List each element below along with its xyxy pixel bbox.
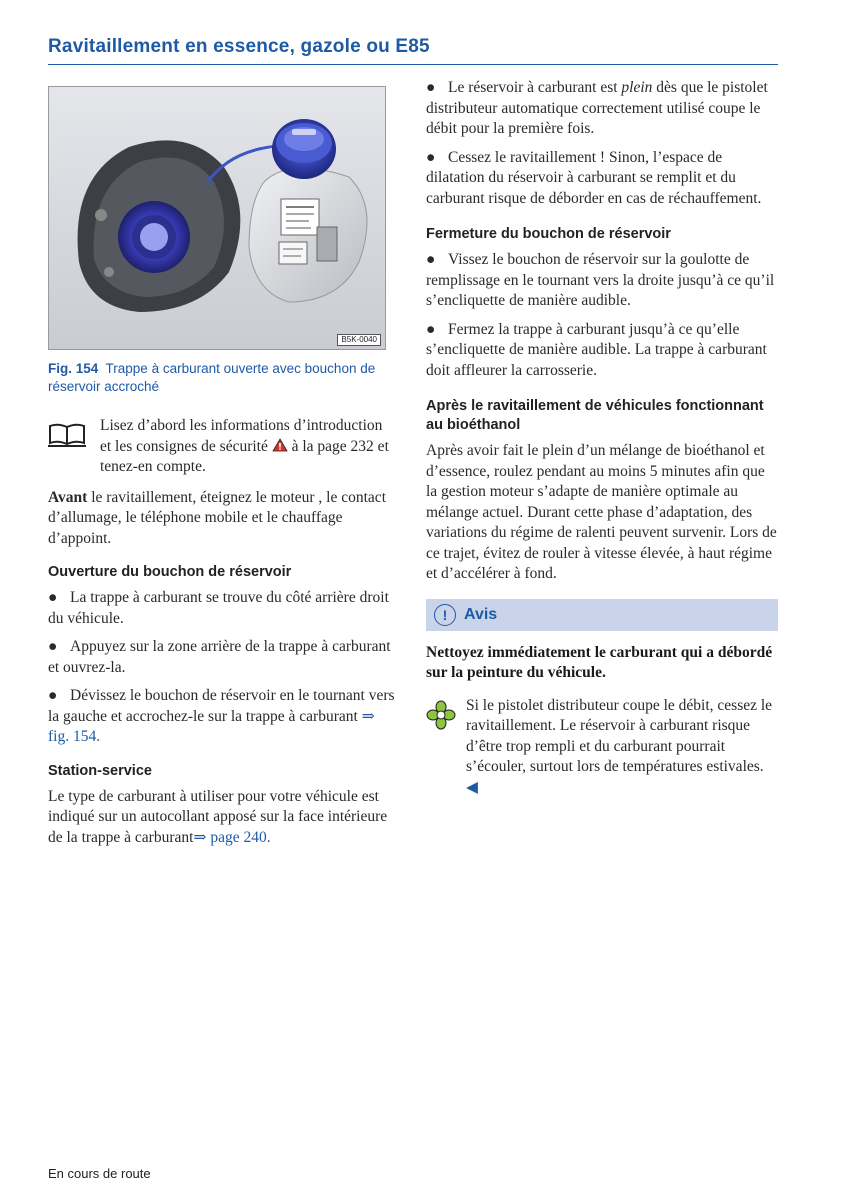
station-paragraph <box>48 787 396 849</box>
left-column <box>48 86 396 856</box>
avis-warning-text: Nettoyez immédiatement le carburant qui a débordé sur la peinture du véhicule. <box>426 643 773 681</box>
figure-caption-number: Fig. 154 <box>48 361 99 376</box>
book-icon <box>48 422 86 448</box>
bullet-dot: ● <box>426 251 436 268</box>
tip-text: Si le pistolet distributeur coupe le débit, cessez le ravitaillement. Le réservoir à carburant risque d’être trop rempli et du carburant pourrait s’écouler, surtout lors de températures estivales. <box>466 696 773 775</box>
figure-image <box>48 86 386 350</box>
list-item <box>426 250 778 312</box>
avis-icon: ! <box>434 604 456 626</box>
bullet-text: La trappe à carburant se trouve du côté arrière droit du véhicule. <box>48 589 389 627</box>
page-link[interactable]: ⇒ page 240. <box>193 828 271 846</box>
bullet-text: Le réservoir à carburant est <box>448 79 618 96</box>
bullet-text: Dévissez le bouchon de réservoir en le tournant vers la gauche et accrochez-le sur la trappe à carburant <box>48 687 395 725</box>
page-footer: En cours de route <box>48 1166 151 1181</box>
avant-text: le ravitaillement, éteignez le moteur , le contact d’allumage, le téléphone mobile et le chauffage d’appoint. <box>48 488 386 547</box>
bullet-emphasis: plein <box>621 79 653 96</box>
back-arrow-icon[interactable]: ◀ <box>466 778 478 796</box>
bullet-dot: ● <box>426 79 436 96</box>
intro-text: Lisez d’abord les informations d’introduction et les consignes de sécurité <box>100 417 383 455</box>
figure-caption-text: Trappe à carburant ouverte avec bouchon de réservoir accroché <box>48 361 376 394</box>
right-column <box>426 78 778 798</box>
header-rule <box>48 64 778 65</box>
bullet-dot: ● <box>426 320 436 338</box>
section-heading-station: Station-service <box>48 762 152 779</box>
bullet-dot: ● <box>426 148 436 166</box>
bullet-text: Vissez le bouchon de réservoir sur la goulotte de remplissage en le tournant vers la droite jusqu’à ce qu’il s’encliquette de manière audible. <box>426 251 775 309</box>
avis-banner <box>426 599 778 631</box>
intro-after: à la page 232 et tenez-en compte. <box>100 437 389 475</box>
station-text: Le type de carburant à utiliser pour votre véhicule est indiqué sur un autocollant apposé sur la face intérieure de la trappe à carburant <box>48 787 388 846</box>
bullet-dot: ● <box>48 638 58 655</box>
page-title: Ravitaillement en essence, gazole ou E85 <box>48 36 430 57</box>
section-heading-bioethanol: Après le ravitaillement de véhicules fonctionnant au bioéthanol <box>426 398 764 433</box>
list-item <box>426 78 778 140</box>
figure-caption <box>48 360 396 396</box>
intro-note <box>48 416 396 478</box>
avis-title: Avis <box>464 605 498 623</box>
warning-icon <box>272 438 288 452</box>
bullet-text: Fermez la trappe à carburant jusqu’à ce qu’elle s’encliquette de manière audible. La trappe à carburant doit affleurer la carrosserie. <box>426 320 767 379</box>
figure-code-label: B5K-0040 <box>337 334 381 346</box>
environment-tip <box>426 696 778 799</box>
fuel-flap-illustration <box>49 87 385 349</box>
list-item <box>48 686 396 748</box>
section-heading-closing: Fermeture du bouchon de réservoir <box>426 226 671 242</box>
bullet-text: Cessez le ravitaillement ! Sinon, l’espace de dilatation du réservoir à carburant se remplit et du carburant risque de déborder en cas de réchauffement. <box>426 148 762 207</box>
bullet-dot: ● <box>48 589 58 606</box>
figure-link[interactable]: ⇒ fig. 154. <box>48 707 375 745</box>
avant-bold: Avant <box>48 488 88 506</box>
list-item <box>426 320 778 382</box>
list-item <box>48 637 396 678</box>
flower-icon <box>426 700 456 730</box>
list-item <box>426 148 778 210</box>
bullet-dot: ● <box>48 687 58 704</box>
list-item <box>48 588 396 629</box>
section-heading-opening: Ouverture du bouchon de réservoir <box>48 564 292 580</box>
bullet-text: dès que le pistolet distributeur automatique correctement utilisé coupe le débit pour la première fois. <box>426 79 768 137</box>
bioethanol-paragraph: Après avoir fait le plein d’un mélange de bioéthanol et d’essence, roulez pendant au moins 5 minutes afin que la gestion moteur s’adapte de manière optimale au mélange actuel. Durant cette phase d’adaptation, des variations du régime de ralenti peuvent survenir. Lors de ce trajet, évitez de rouler à vitesse élevée, à haut régime et d’accélérer à fond. <box>426 442 777 582</box>
avant-paragraph <box>48 488 396 550</box>
bullet-text: Appuyez sur la zone arrière de la trappe à carburant et ouvrez-la. <box>48 638 391 676</box>
